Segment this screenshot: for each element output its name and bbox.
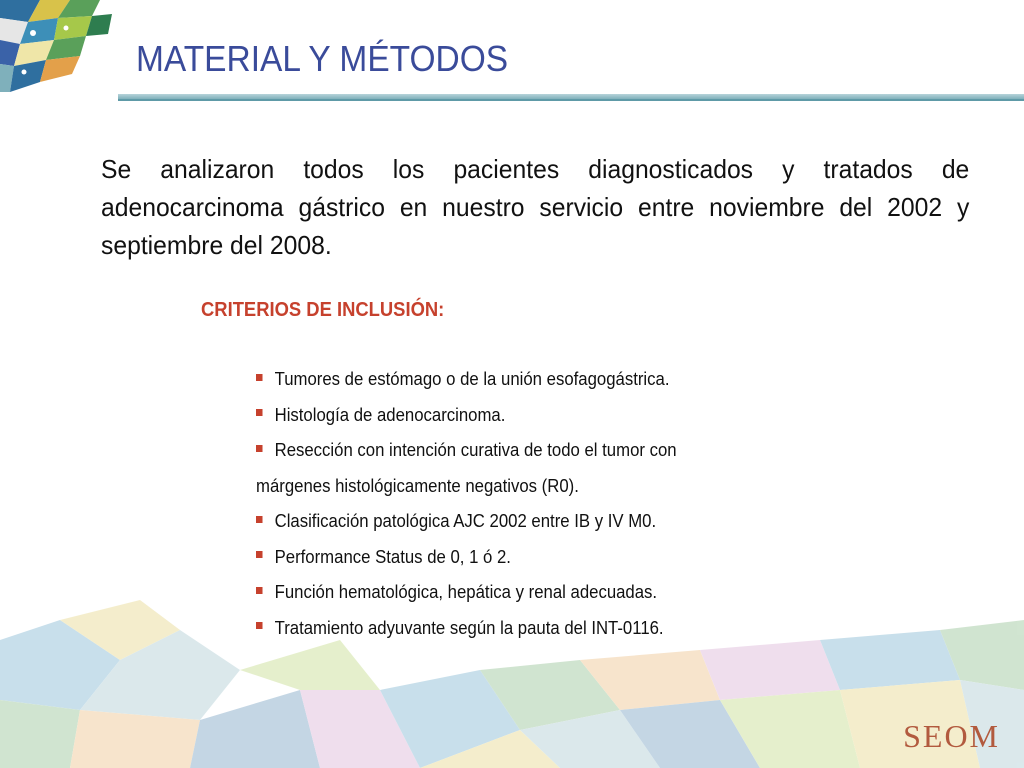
- bullet-square-icon: [256, 445, 263, 452]
- criteria-item: Tumores de estómago o de la unión esofagogástrica.: [256, 362, 740, 398]
- criteria-item-continuation: márgenes histológicamente negativos (R0).: [256, 475, 579, 496]
- mosaic-corner-decoration: [0, 0, 118, 96]
- mosaic-footer-decoration: [0, 600, 1024, 768]
- criteria-item: Performance Status de 0, 1 ó 2.: [256, 540, 740, 576]
- slide-title: MATERIAL Y MÉTODOS: [136, 38, 509, 79]
- title-underline-dark: [118, 99, 1024, 101]
- bullet-square-icon: [256, 374, 263, 381]
- criteria-heading: CRITERIOS DE INCLUSIÓN:: [201, 299, 445, 321]
- bullet-square-icon: [256, 587, 263, 594]
- intro-paragraph: Se analizaron todos los pacientes diagnosticados y tratados de adenocarcinoma gástrico en nuestro servicio entre noviembre del 2002 y septiembre del 2008.: [101, 154, 970, 260]
- criteria-item: Histología de adenocarcinoma.: [256, 398, 740, 434]
- bullet-square-icon: [256, 551, 263, 558]
- seom-logo: SEOM: [903, 718, 1000, 754]
- criteria-item: Tratamiento adyuvante según la pauta del INT-0116.: [256, 611, 740, 647]
- criteria-item: Resección con intención curativa de todo el tumor con: [256, 433, 740, 469]
- criteria-item: Función hematológica, hepática y renal adecuadas.: [256, 575, 740, 611]
- bullet-square-icon: [256, 409, 263, 416]
- bullet-square-icon: [256, 516, 263, 523]
- criteria-item: Clasificación patológica AJC 2002 entre IB y IV M0.: [256, 504, 740, 540]
